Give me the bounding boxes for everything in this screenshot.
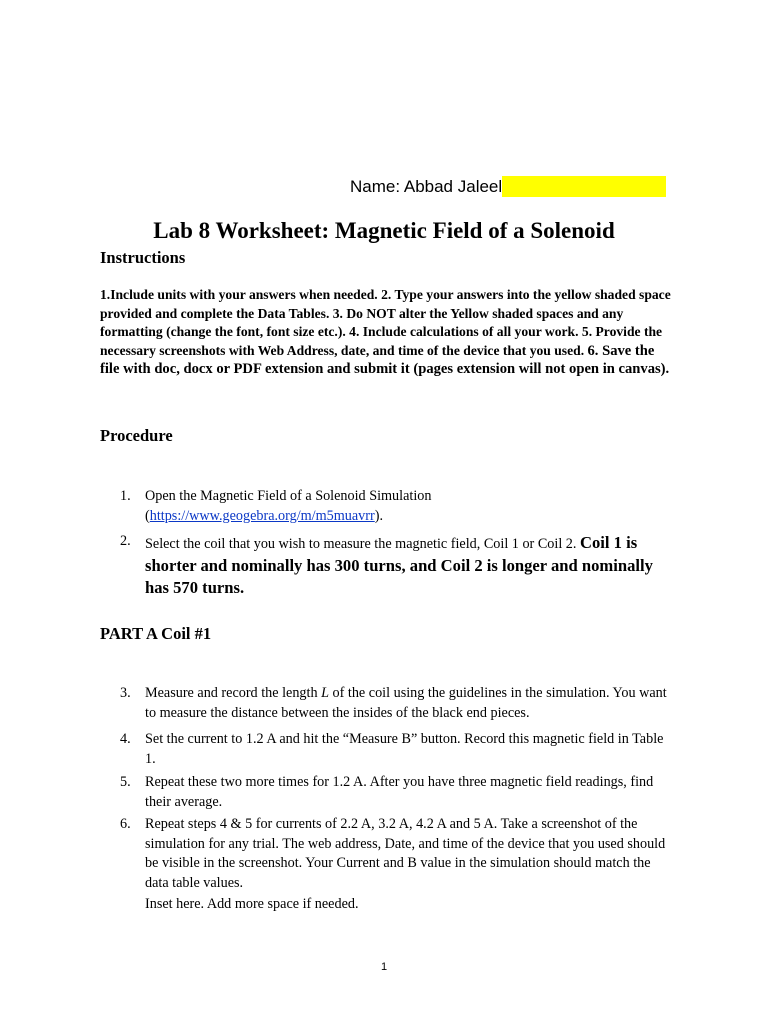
item-text-part: Open the Magnetic Field of a Solenoid Simulation ( xyxy=(145,488,432,524)
item-number: 3. xyxy=(120,685,131,701)
item-text-part: ). xyxy=(374,507,384,524)
inset-placeholder[interactable]: Inset here. Add more space if needed. xyxy=(145,896,359,912)
item-text: Repeat these two more times for 1.2 A. After you have three magnetic field readings, find their average. xyxy=(145,774,654,810)
instructions-text-2: 6. Save the file with doc, docx or PDF extension and submit it (pages extension will not open in canvas). xyxy=(100,342,670,378)
item-text xyxy=(145,487,672,526)
procedure-heading: Procedure xyxy=(100,426,173,445)
list-item xyxy=(120,684,672,723)
item-text: Repeat steps 4 & 5 for currents of 2.2 A, 3.2 A, 4.2 A and 5 A. Take a screenshot of the simulation for any trial. The web address, Date, and time of the device that you used should be visible in the screenshot. Your Current and B value in the simulation should match the data table values. xyxy=(145,816,666,891)
coil-description: Coil 1 is shorter and nominally has 300 turns, and Coil 2 is longer and nominally has 570 turns. xyxy=(145,533,653,597)
instructions-text-1: 1.Include units with your answers when needed. 2. Type your answers into the yellow shaded space provided and complete the Data Tables. 3. Do NOT alter the Yellow shaded spaces and any formatting (change the font, font size etc.). 4. Include calculations of all your work. 5. Provide the necessary screenshots with Web Address, date, and time of the device that you used. xyxy=(100,287,671,358)
item-text-part: Measure and record the length xyxy=(145,685,322,701)
item-text: Set the current to 1.2 A and hit the “Measure B” button. Record this magnetic field in Table 1. xyxy=(145,731,664,767)
name-line xyxy=(350,176,666,197)
item-number: 1. xyxy=(120,488,131,504)
list-item xyxy=(120,487,672,526)
page-number: 1 xyxy=(380,961,388,973)
item-text xyxy=(145,532,672,600)
part-a-heading: PART A Coil #1 xyxy=(100,624,212,643)
item-number: 6. xyxy=(120,816,131,832)
list-item xyxy=(120,773,672,812)
geogebra-link[interactable]: https://www.geogebra.org/m/m5muavrr xyxy=(149,507,375,524)
item-number: 4. xyxy=(120,731,131,747)
name-label: Name: Abbad Jaleel xyxy=(350,176,503,196)
list-item xyxy=(120,532,672,600)
length-variable: L xyxy=(321,685,329,701)
item-text xyxy=(145,684,672,723)
instructions-body xyxy=(100,286,672,379)
list-item xyxy=(120,730,672,769)
list-item xyxy=(120,815,672,893)
page-title: Lab 8 Worksheet: Magnetic Field of a Solenoid xyxy=(153,218,615,243)
instructions-heading: Instructions xyxy=(100,248,186,267)
item-text-part: Select the coil that you wish to measure the magnetic field, Coil 1 or Coil 2. xyxy=(145,536,580,552)
item-number: 5. xyxy=(120,774,131,790)
item-text-part: of the coil using the guidelines in the simulation. You want to measure the distance between the insides of the black end pieces. xyxy=(145,685,667,721)
item-number: 2. xyxy=(120,533,131,549)
name-answer-field[interactable] xyxy=(502,176,666,197)
